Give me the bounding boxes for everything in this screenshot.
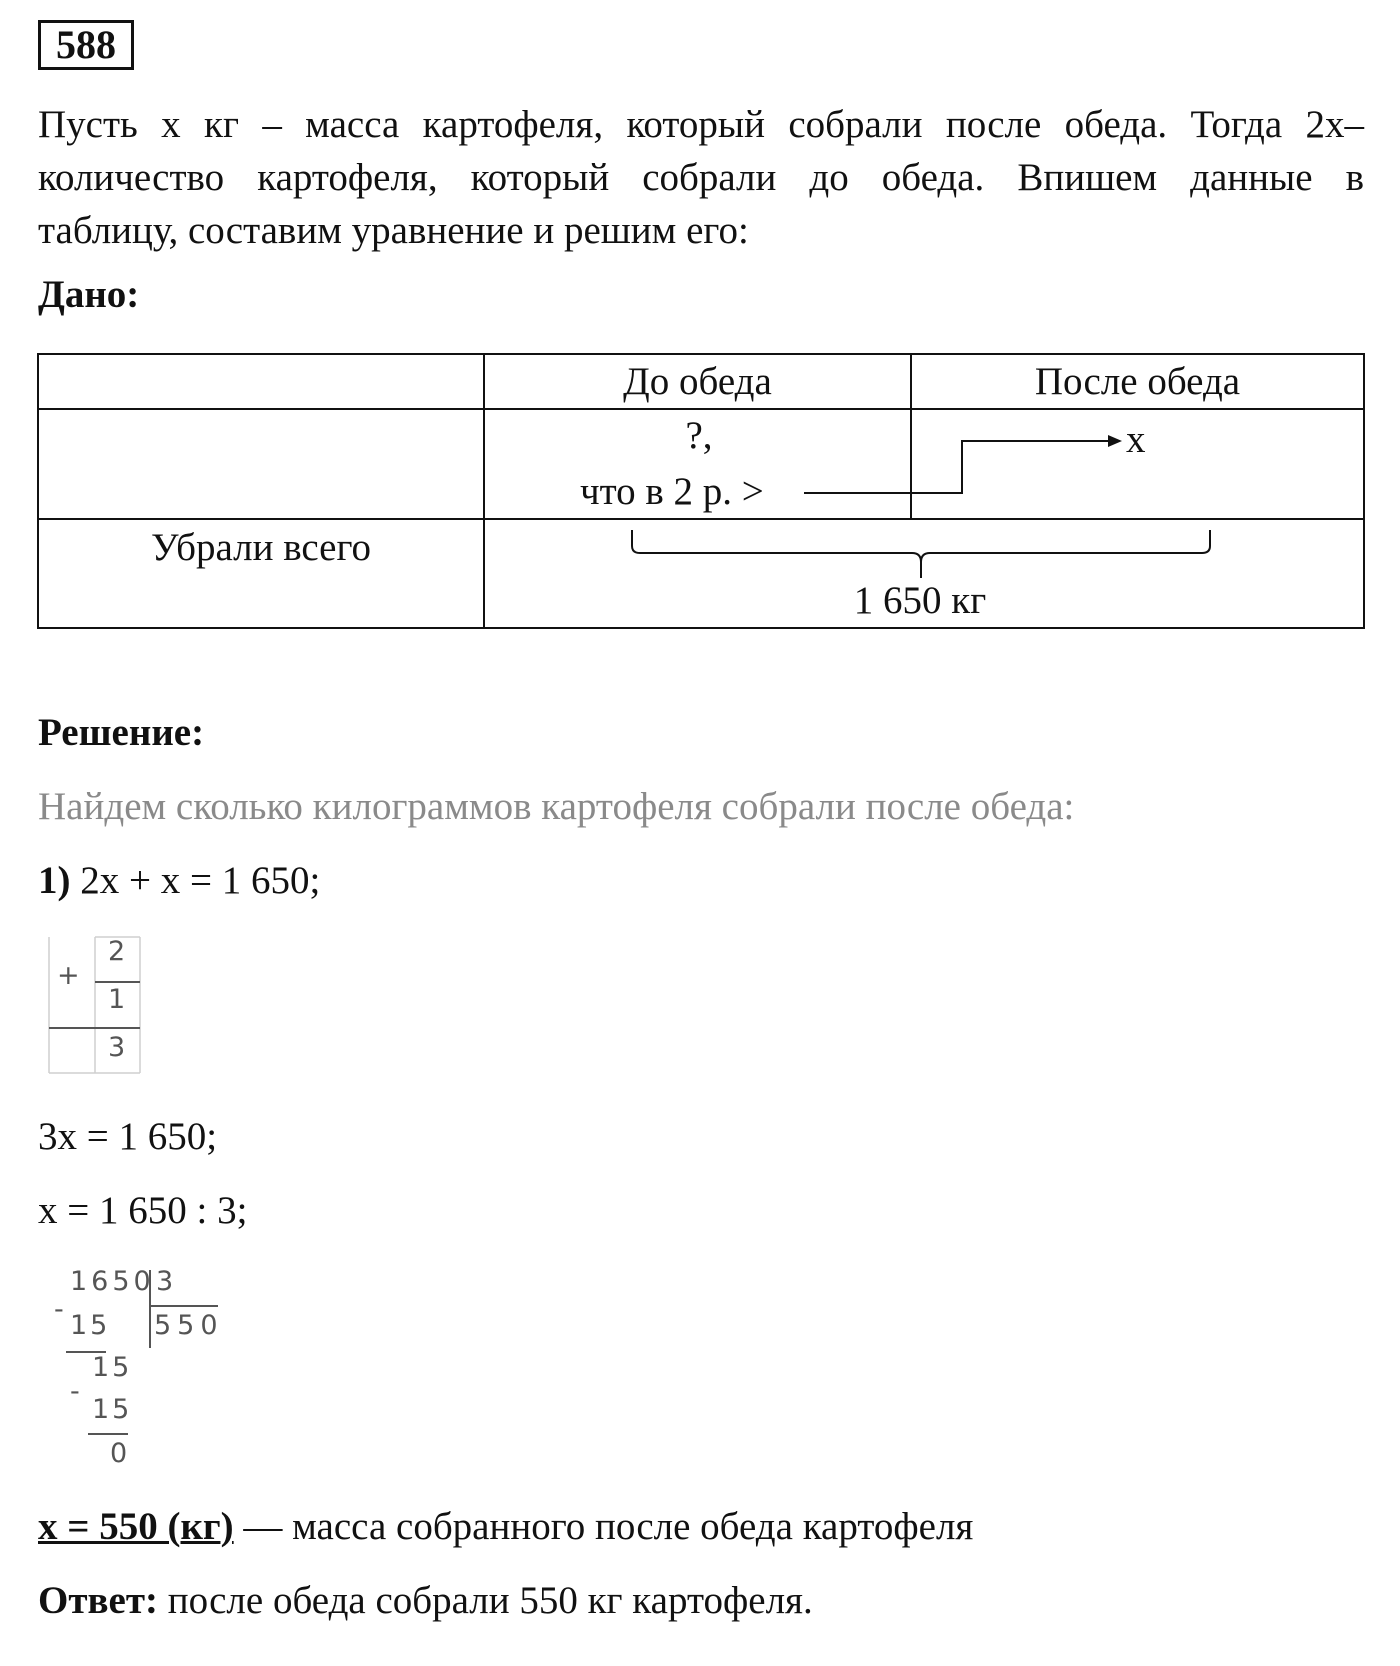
step1 <box>38 858 320 903</box>
equation-3: х = 1 650 : 3; <box>38 1189 248 1232</box>
addition-a: 2 <box>108 936 126 967</box>
table-cell-relation: что в 2 р. > <box>580 470 764 513</box>
solution-label: Решение: <box>38 711 205 754</box>
answer-label: Ответ: <box>38 1579 159 1622</box>
addition-sign: + <box>57 960 80 991</box>
given-label: Дано: <box>38 273 140 316</box>
result-value: х = 550 (кг) <box>38 1505 234 1548</box>
intro-line-2: количество картофеля, который собрали до обеда. Впишем данные в <box>38 156 1364 199</box>
answer-text: после обеда собрали 550 кг картофеля. <box>167 1579 813 1622</box>
problem-number: 588 <box>38 20 134 70</box>
division-divisor: 3 <box>156 1266 174 1297</box>
table-cell-question: ?, <box>685 414 713 457</box>
step1-number: 1) <box>38 859 71 902</box>
division-minus-1: - <box>54 1294 64 1325</box>
table-row-total-label: Убрали всего <box>150 526 372 569</box>
division-rem-1: 15 <box>92 1352 133 1383</box>
intro-line-3: таблицу, составим уравнение и решим его: <box>38 209 749 252</box>
table-cell-x: х <box>1126 418 1146 461</box>
arrow-head-icon <box>1108 435 1122 447</box>
intro-line-1: Пусть х кг – масса картофеля, который собрали после обеда. Тогда 2х– <box>38 103 1364 146</box>
division-dividend: 1650 <box>70 1266 155 1297</box>
table-col-before: До обеда <box>623 360 772 403</box>
table-total-value: 1 650 кг <box>853 579 987 622</box>
step1-equation: 2х + х = 1 650; <box>80 859 321 902</box>
step-intro: Найдем сколько килограммов картофеля собрали после обеда: <box>38 785 1075 828</box>
division-quotient: 550 <box>154 1310 224 1341</box>
division-rem-2: 0 <box>110 1438 128 1469</box>
equation-2: 3х = 1 650; <box>38 1115 218 1158</box>
answer-line <box>38 1578 813 1623</box>
result-description: — масса собранного после обеда картофеля <box>243 1505 974 1548</box>
column-addition-grid <box>40 932 150 1080</box>
addition-sum: 3 <box>108 1032 126 1063</box>
addition-b: 1 <box>108 984 126 1015</box>
table-col-after: После обеда <box>1034 360 1241 403</box>
relation-arrow-line <box>804 441 1108 493</box>
total-brace <box>632 530 1210 578</box>
division-minus-2: - <box>70 1376 80 1407</box>
division-sub-1: 15 <box>70 1310 111 1341</box>
division-sub-2: 15 <box>92 1394 133 1425</box>
result-line <box>38 1504 973 1549</box>
long-division-lines <box>50 1266 230 1476</box>
